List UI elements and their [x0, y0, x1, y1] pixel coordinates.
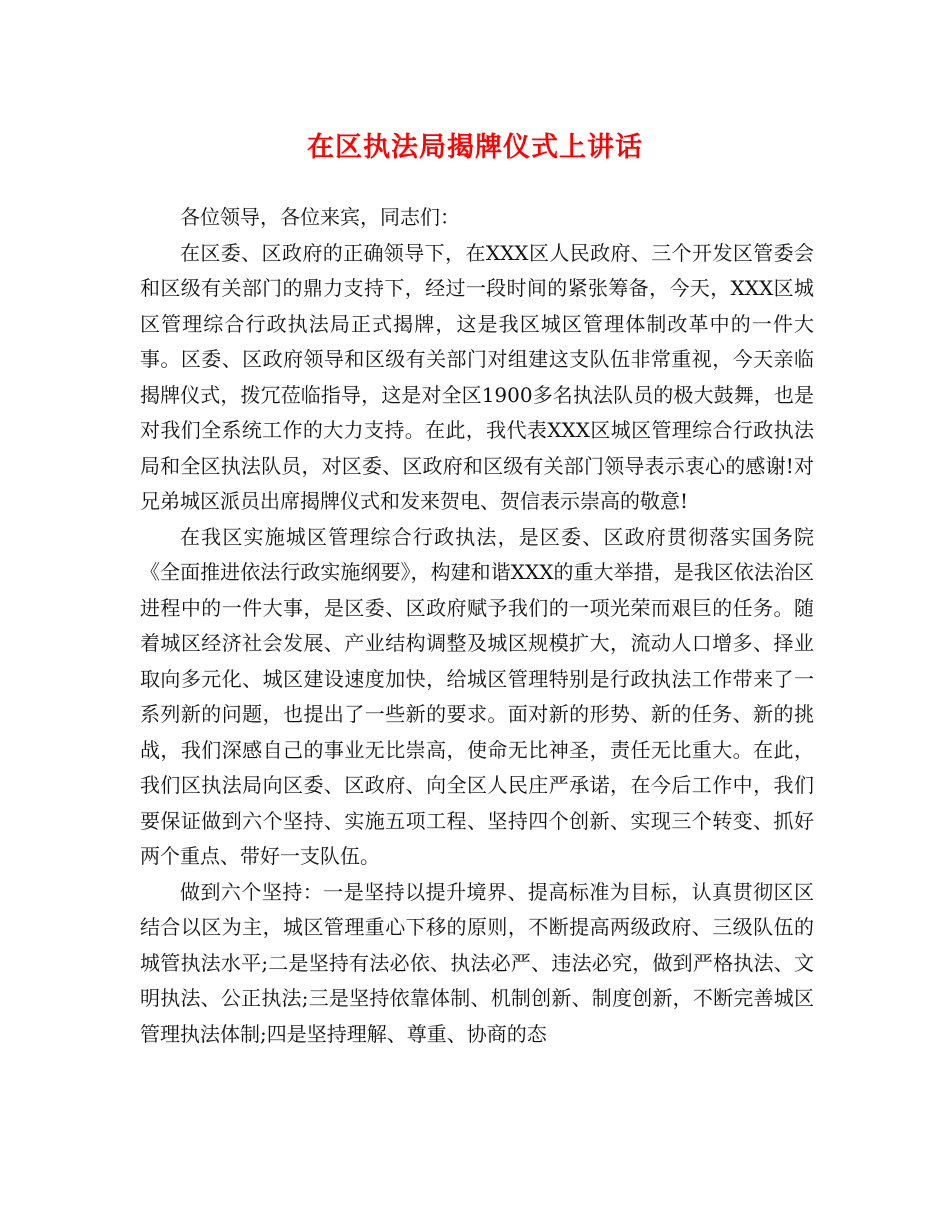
document-title: 在区执法局揭牌仪式上讲话 [307, 132, 643, 163]
paragraph-2: 在我区实施城区管理综合行政执法，是区委、区政府贯彻落实国务院《全面推进依法行政实施纲要》，构建和谐XXX的重大举措，是我区依法治区进程中的一件大事，是区委、区政府赋予我们的一项光荣而艰巨的任务。随着城区经济社会发展、产业结构调整及城区规模扩大，流动人口增多、择业取向多元化、城区建设速度加快，给城区管理特别是行政执法工作带来了一系列新的问题，也提出了一些新的要求。面对新的形势、新的任务、新的挑战，我们深感自己的事业无比崇高，使命无比神圣，责任无比重大。在此，我们区执法局向区委、区政府、向全区人民庄严承诺，在今后工作中，我们要保证做到六个坚持、实施五项工程、坚持四个创新、实现三个转变、抓好两个重点、带好一支队伍。 [140, 524, 814, 868]
paragraph-3: 做到六个坚持：一是坚持以提升境界、提高标准为目标，认真贯彻区区结合以区为主，城区管理重心下移的原则，不断提高两级政府、三级队伍的城管执法水平;二是坚持有法必依、执法必严、违法必究，做到严格执法、文明执法、公正执法;三是坚持依靠体制、机制创新、制度创新，不断完善城区管理执法体制;四是坚持理解、尊重、协商的态 [140, 879, 814, 1046]
document-body [140, 200, 814, 1052]
paragraph-1: 在区委、区政府的正确领导下，在XXX区人民政府、三个开发区管委会和区级有关部门的鼎力支持下，经过一段时间的紧张筹备，今天，XXX区城区管理综合行政执法局正式揭牌，这是我区城区管理体制改革中的一件大事。区委、区政府领导和区级有关部门对组建这支队伍非常重视，今天亲临揭牌仪式，拨冗莅临指导，这是对全区1900多名执法队员的极大鼓舞，也是对我们全系统工作的大力支持。在此，我代表XXX区城区管理综合行政执法局和全区执法队员，对区委、区政府和区级有关部门领导表示衷心的感谢!对兄弟城区派员出席揭牌仪式和发来贺电、贺信表示崇高的敬意! [140, 240, 814, 513]
paragraph-salutation: 各位领导，各位来宾，同志们： [180, 205, 460, 229]
